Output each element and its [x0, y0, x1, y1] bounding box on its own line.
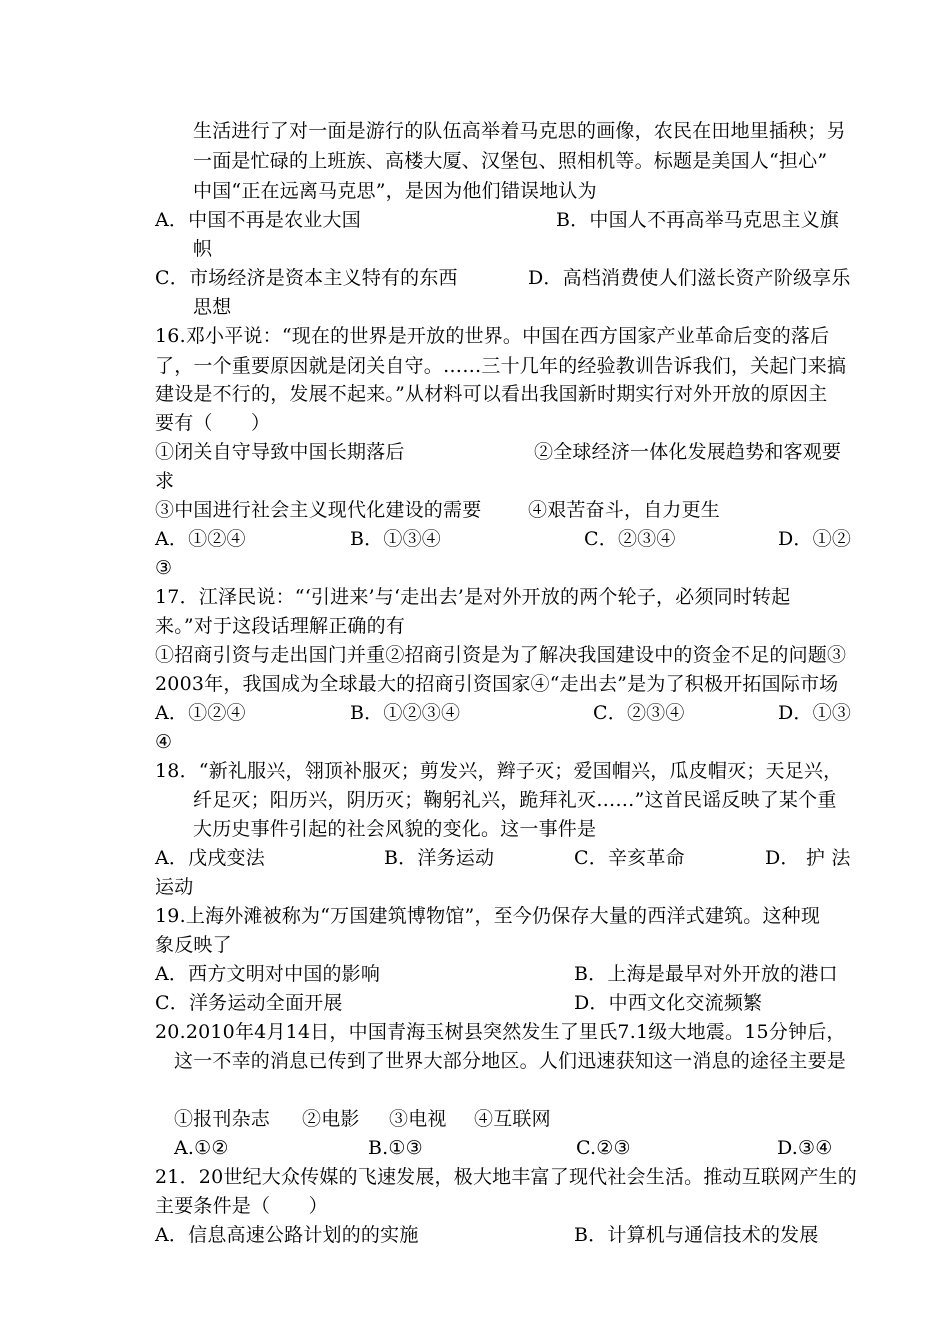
- q15-stem-line-3: 中国“正在远离马克思”，是因为他们错误地认为: [193, 180, 597, 202]
- q16-item-4: ④艰苦奋斗，自力更生: [528, 499, 721, 521]
- q16-item-2: ②全球经济一体化发展趋势和客观要: [534, 441, 842, 463]
- q18-stem-line-2: 纤足灭；阳历兴，阴历灭；鞠躬礼兴，跪拜礼灭……”这首民谣反映了某个重: [193, 789, 837, 811]
- q16-stem-line-3: 建设是不行的，发展不起来。”从材料可以看出我国新时期实行对外开放的原因主: [155, 383, 828, 405]
- q17-option-d: D．①③: [778, 702, 852, 724]
- q21-option-b: B．计算机与通信技术的发展: [574, 1224, 819, 1246]
- q20-item-2: ②电影: [302, 1108, 360, 1130]
- q18-option-a: A．戊戌变法: [155, 847, 265, 869]
- q19-stem-line-1: 19.上海外滩被称为“万国建筑博物馆”，至今仍保存大量的西洋式建筑。这种现: [155, 905, 821, 927]
- q20-item-1: ①报刊杂志: [174, 1108, 271, 1130]
- q21-option-a: A．信息高速公路计划的的实施: [155, 1224, 419, 1246]
- q17-option-d-wrap: ④: [155, 731, 173, 753]
- q21-stem-line-1: 21．20世纪大众传媒的飞速发展，极大地丰富了现代社会生活。推动互联网产生的: [155, 1166, 857, 1188]
- q16-item-1: ①闭关自守导致中国长期落后: [155, 441, 405, 463]
- q19-option-d: D．中西文化交流频繁: [574, 992, 763, 1014]
- q18-stem-line-1: 18．“新礼服兴，翎顶补服灭；剪发兴，辫子灭；爱国帽兴，瓜皮帽灭；天足兴，: [155, 760, 843, 782]
- q16-option-d-wrap: ③: [155, 557, 173, 579]
- q20-option-b: B.①③: [368, 1137, 423, 1159]
- q20-item-3: ③电视: [389, 1108, 447, 1130]
- q17-stem-line-2: 来。”对于这段话理解正确的有: [155, 615, 406, 637]
- q18-option-d: D． 护 法: [765, 847, 851, 869]
- q15-option-a: A．中国不再是农业大国: [155, 209, 361, 231]
- q15-option-b-wrap: 帜: [193, 238, 213, 260]
- q18-option-d-wrap: 运动: [155, 876, 194, 898]
- q20-option-c: C.②③: [576, 1137, 631, 1159]
- q16-option-c: C．②③④: [584, 528, 676, 550]
- q17-items-line-1: ①招商引资与走出国门并重②招商引资是为了解决我国建设中的资金不足的问题③: [155, 644, 847, 666]
- q20-stem-line-1: 20.2010年4月14日，中国青海玉树县突然发生了里氏7.1级大地震。15分钟后，: [155, 1021, 846, 1043]
- q16-option-d: D．①②: [778, 528, 852, 550]
- q16-item-3: ③中国进行社会主义现代化建设的需要: [155, 499, 482, 521]
- q16-item-2-wrap: 求: [155, 470, 175, 492]
- q18-option-c: C．辛亥革命: [574, 847, 685, 869]
- q19-option-a: A．西方文明对中国的影响: [155, 963, 381, 985]
- q15-option-d: D．高档消费使人们滋长资产阶级享乐: [528, 267, 851, 289]
- q15-stem-line-2: 一面是忙碌的上班族、高楼大厦、汉堡包、照相机等。标题是美国人“担心”: [193, 150, 828, 172]
- q15-option-b: B．中国人不再高举马克思主义旗: [556, 209, 839, 231]
- q15-option-d-wrap: 思想: [193, 296, 232, 318]
- q16-stem-line-1: 16.邓小平说：“现在的世界是开放的世界。中国在西方国家产业革命后变的落后: [155, 325, 830, 347]
- q17-option-a: A．①②④: [155, 702, 246, 724]
- q15-option-c: C．市场经济是资本主义特有的东西: [155, 267, 458, 289]
- q16-stem-line-2: 了，一个重要原因就是闭关自守。……三十几年的经验教训告诉我们，关起门来搞: [155, 355, 847, 377]
- q19-option-b: B．上海是最早对外开放的港口: [574, 963, 838, 985]
- q18-option-b: B．洋务运动: [384, 847, 495, 869]
- q17-option-c: C．②③④: [593, 702, 685, 724]
- q17-option-b: B．①②③④: [350, 702, 461, 724]
- q19-option-c: C．洋务运动全面开展: [155, 992, 343, 1014]
- q19-stem-line-2: 象反映了: [155, 934, 232, 956]
- q20-stem-line-2: 这一不幸的消息已传到了世界大部分地区。人们迅速获知这一消息的途径主要是: [174, 1050, 847, 1072]
- q16-option-b: B．①③④: [350, 528, 441, 550]
- q17-items-line-2: 2003年，我国成为全球最大的招商引资国家④“走出去”是为了积极开拓国际市场: [155, 673, 839, 695]
- q20-item-4: ④互联网: [474, 1108, 551, 1130]
- q20-option-d: D.③④: [777, 1137, 833, 1159]
- q21-stem-line-2: 主要条件是（ ）: [155, 1195, 328, 1217]
- q16-stem-line-4: 要有（ ）: [155, 412, 271, 434]
- q16-option-a: A．①②④: [155, 528, 246, 550]
- q15-stem-line-1: 生活进行了对一面是游行的队伍高举着马克思的画像，农民在田地里插秧；另: [193, 120, 846, 142]
- q17-stem-line-1: 17．江泽民说：“‘引进来’与‘走出去’是对外开放的两个轮子，必须同时转起: [155, 586, 791, 608]
- q18-stem-line-3: 大历史事件引起的社会风貌的变化。这一事件是: [193, 818, 597, 840]
- q20-option-a: A.①②: [174, 1137, 229, 1159]
